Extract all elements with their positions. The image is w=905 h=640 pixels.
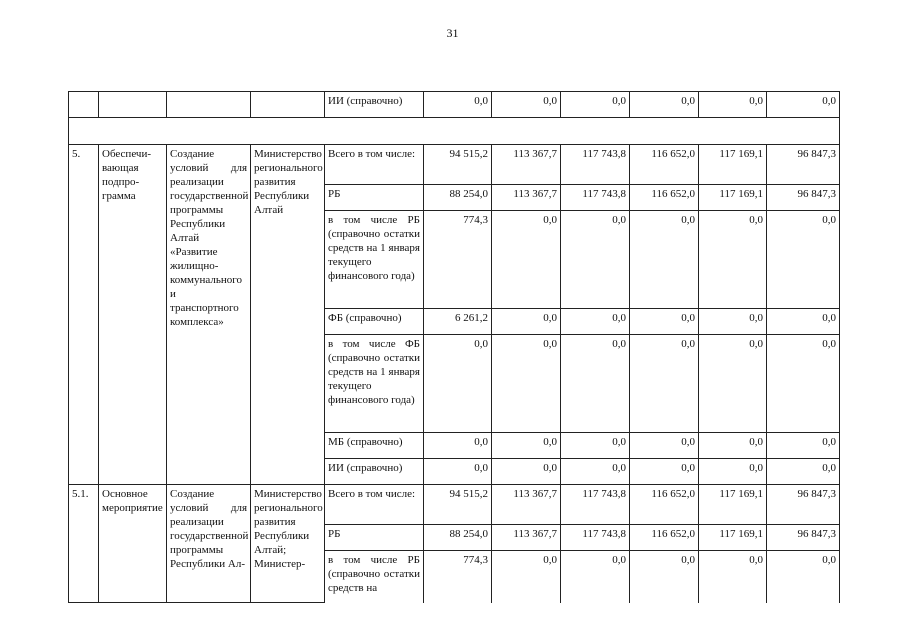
value-cell: 0,0 [561, 459, 630, 485]
program-name: Основное мероприятие [99, 485, 167, 603]
page-number: 31 [446, 26, 459, 40]
cell-empty [251, 92, 325, 118]
value-cell: 117 743,8 [561, 485, 630, 525]
cell-empty [69, 92, 99, 118]
value-cell: 0,0 [561, 211, 630, 309]
value-cell: 88 254,0 [424, 185, 492, 211]
value-cell: 0,0 [767, 309, 840, 335]
value-cell: 774,3 [424, 211, 492, 309]
source-label: в том числе РБ (справочно остатки средств на [325, 551, 424, 603]
table-row [69, 145, 840, 185]
program-goal: Создание условий для реализации государственной программы Республики Алтай «Развитие жилищно-коммунального и транспортного комплекса» [167, 145, 251, 485]
value-cell: 88 254,0 [424, 525, 492, 551]
value-cell: 96 847,3 [767, 185, 840, 211]
source-label: в том числе ФБ (справочно остатки средств на 1 января текущего финансового года) [325, 335, 424, 433]
row-number: 5.1. [69, 485, 99, 603]
source-label: ИИ (справочно) [325, 92, 424, 118]
value-cell: 0,0 [630, 433, 699, 459]
source-label: в том числе РБ (справочно остатки средств на 1 января текущего финансового года) [325, 211, 424, 309]
value-cell: 94 515,2 [424, 145, 492, 185]
value-cell: 0,0 [767, 92, 840, 118]
value-cell: 0,0 [492, 211, 561, 309]
source-label: Всего в том числе: [325, 485, 424, 525]
value-cell: 117 169,1 [699, 525, 767, 551]
value-cell: 0,0 [492, 309, 561, 335]
source-label: ФБ (справочно) [325, 309, 424, 335]
value-cell: 113 367,7 [492, 485, 561, 525]
value-cell: 0,0 [699, 551, 767, 603]
spacer-row [69, 118, 840, 145]
value-cell: 0,0 [424, 433, 492, 459]
table-row [69, 92, 840, 118]
value-cell: 116 652,0 [630, 185, 699, 211]
source-label: РБ [325, 185, 424, 211]
value-cell: 117 743,8 [561, 525, 630, 551]
program-executor: Министерство регионального развития Республики Алтай; Министер- [251, 485, 325, 603]
value-cell: 113 367,7 [492, 185, 561, 211]
value-cell: 0,0 [767, 551, 840, 603]
value-cell: 0,0 [630, 309, 699, 335]
source-label: ИИ (справочно) [325, 459, 424, 485]
value-cell: 6 261,2 [424, 309, 492, 335]
value-cell: 0,0 [492, 459, 561, 485]
value-cell: 96 847,3 [767, 485, 840, 525]
value-cell: 117 169,1 [699, 485, 767, 525]
value-cell: 0,0 [699, 309, 767, 335]
value-cell: 96 847,3 [767, 525, 840, 551]
value-cell: 116 652,0 [630, 525, 699, 551]
value-cell: 0,0 [699, 335, 767, 433]
value-cell: 0,0 [699, 92, 767, 118]
value-cell: 113 367,7 [492, 525, 561, 551]
value-cell: 0,0 [630, 335, 699, 433]
value-cell: 0,0 [767, 211, 840, 309]
value-cell: 0,0 [630, 551, 699, 603]
value-cell: 117 169,1 [699, 185, 767, 211]
row-number: 5. [69, 145, 99, 485]
value-cell: 774,3 [424, 551, 492, 603]
value-cell: 0,0 [699, 211, 767, 309]
value-cell: 94 515,2 [424, 485, 492, 525]
value-cell: 0,0 [767, 335, 840, 433]
table-row [69, 485, 840, 525]
source-label: РБ [325, 525, 424, 551]
value-cell: 0,0 [561, 92, 630, 118]
value-cell: 0,0 [767, 433, 840, 459]
value-cell: 0,0 [561, 551, 630, 603]
value-cell: 0,0 [561, 309, 630, 335]
cell-empty [99, 92, 167, 118]
program-executor: Министерство регионального развития Республики Алтай [251, 145, 325, 485]
source-label: Всего в том числе: [325, 145, 424, 185]
value-cell: 116 652,0 [630, 145, 699, 185]
value-cell: 116 652,0 [630, 485, 699, 525]
value-cell: 0,0 [767, 459, 840, 485]
value-cell: 0,0 [561, 433, 630, 459]
value-cell: 0,0 [424, 459, 492, 485]
value-cell: 0,0 [492, 551, 561, 603]
program-name: Обеспечи-вающая подпро-грамма [99, 145, 167, 485]
value-cell: 0,0 [492, 433, 561, 459]
cell-empty [167, 92, 251, 118]
value-cell: 113 367,7 [492, 145, 561, 185]
value-cell: 117 169,1 [699, 145, 767, 185]
value-cell: 0,0 [630, 211, 699, 309]
value-cell: 0,0 [699, 459, 767, 485]
source-label: МБ (справочно) [325, 433, 424, 459]
value-cell: 117 743,8 [561, 185, 630, 211]
value-cell: 117 743,8 [561, 145, 630, 185]
value-cell: 0,0 [699, 433, 767, 459]
value-cell: 0,0 [492, 335, 561, 433]
program-goal: Создание условий для реализации государственной программы Республики Ал- [167, 485, 251, 603]
budget-table [68, 91, 840, 603]
value-cell: 0,0 [630, 92, 699, 118]
value-cell: 0,0 [424, 92, 492, 118]
value-cell: 96 847,3 [767, 145, 840, 185]
value-cell: 0,0 [492, 92, 561, 118]
value-cell: 0,0 [424, 335, 492, 433]
value-cell: 0,0 [630, 459, 699, 485]
value-cell: 0,0 [561, 335, 630, 433]
